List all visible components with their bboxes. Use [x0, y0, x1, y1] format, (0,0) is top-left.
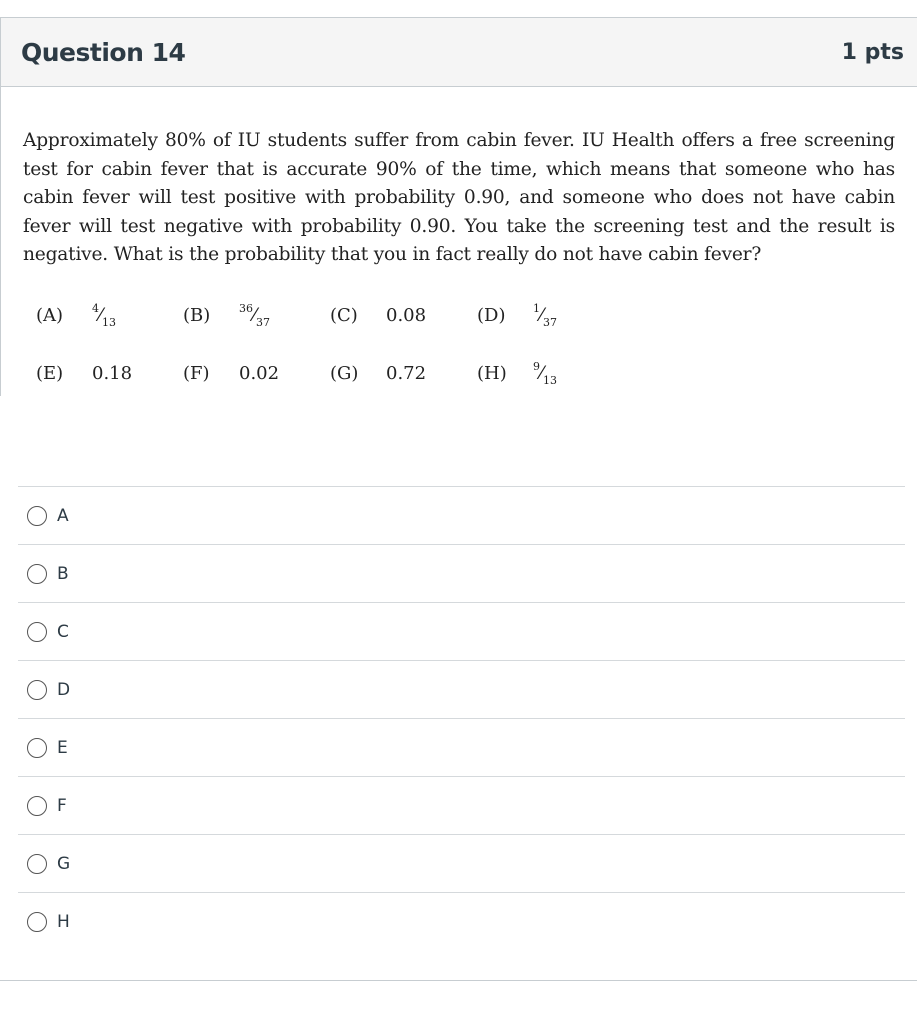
answer-option-f[interactable] [18, 776, 905, 834]
bottom-divider [0, 980, 917, 981]
choice-fraction: $^4⁄_{13}$ [92, 301, 117, 330]
answer-label: B [57, 563, 69, 584]
answer-option-e[interactable] [18, 718, 905, 776]
choice-b [183, 301, 330, 330]
choices-row-2 [23, 352, 895, 396]
answer-option-c[interactable] [18, 602, 905, 660]
answer-label: E [57, 737, 68, 758]
radio-button[interactable] [27, 912, 47, 932]
choice-letter: (D) [477, 305, 506, 327]
choice-d [477, 301, 624, 330]
choice-h [477, 359, 624, 388]
radio-button[interactable] [27, 564, 47, 584]
radio-button[interactable] [27, 738, 47, 758]
choice-letter: (H) [477, 363, 507, 385]
answer-option-d[interactable] [18, 660, 905, 718]
answer-label: H [57, 911, 70, 932]
answer-option-b[interactable] [18, 544, 905, 602]
answer-option-h[interactable] [18, 892, 905, 950]
question-text: Approximately 80% of IU students suffer from cabin fever. IU Health offers a free screening test for cabin fever that is accurate 90% of the time, which means that someone who has cabin fever will test positive with probability 0.90, and someone who does not have cabin fever will test negative with probability 0.90. You take the screening test and the result is negative. What is the probability that you in fact really do not have cabin fever? [23, 130, 895, 266]
choice-value: 0.02 [239, 363, 280, 385]
radio-button[interactable] [27, 680, 47, 700]
question-card [0, 17, 917, 396]
answer-label: G [57, 853, 71, 874]
choice-a [36, 301, 183, 330]
answer-option-a[interactable] [18, 486, 905, 544]
question-points: 1 pts [841, 39, 904, 65]
choice-fraction: $^9⁄_{13}$ [533, 359, 558, 388]
question-body [1, 87, 917, 396]
radio-button[interactable] [27, 506, 47, 526]
answer-label: C [57, 621, 69, 642]
choice-letter: (E) [36, 363, 64, 385]
choices-row-1 [23, 294, 895, 338]
choice-g [330, 363, 477, 384]
choice-value: 0.18 [92, 363, 133, 385]
choice-letter: (A) [36, 305, 64, 327]
choice-f [183, 363, 330, 384]
choice-fraction: $^1⁄_{37}$ [533, 301, 558, 330]
answer-label: F [57, 795, 67, 816]
question-title: Question 14 [21, 37, 186, 67]
choice-c [330, 305, 477, 326]
choice-value: 0.08 [386, 305, 427, 327]
radio-button[interactable] [27, 622, 47, 642]
choice-value: 0.72 [386, 363, 427, 385]
choice-e [36, 363, 183, 384]
radio-button[interactable] [27, 854, 47, 874]
choices-grid [23, 294, 895, 396]
answer-label: A [57, 505, 69, 526]
choice-fraction: $^{36}⁄_{37}$ [239, 301, 271, 330]
choice-letter: (C) [330, 305, 358, 327]
radio-button[interactable] [27, 796, 47, 816]
answer-list [18, 486, 905, 950]
answer-option-g[interactable] [18, 834, 905, 892]
question-header [1, 18, 917, 87]
answer-label: D [57, 679, 71, 700]
choice-letter: (F) [183, 363, 210, 385]
choice-letter: (B) [183, 305, 211, 327]
choice-letter: (G) [330, 363, 359, 385]
